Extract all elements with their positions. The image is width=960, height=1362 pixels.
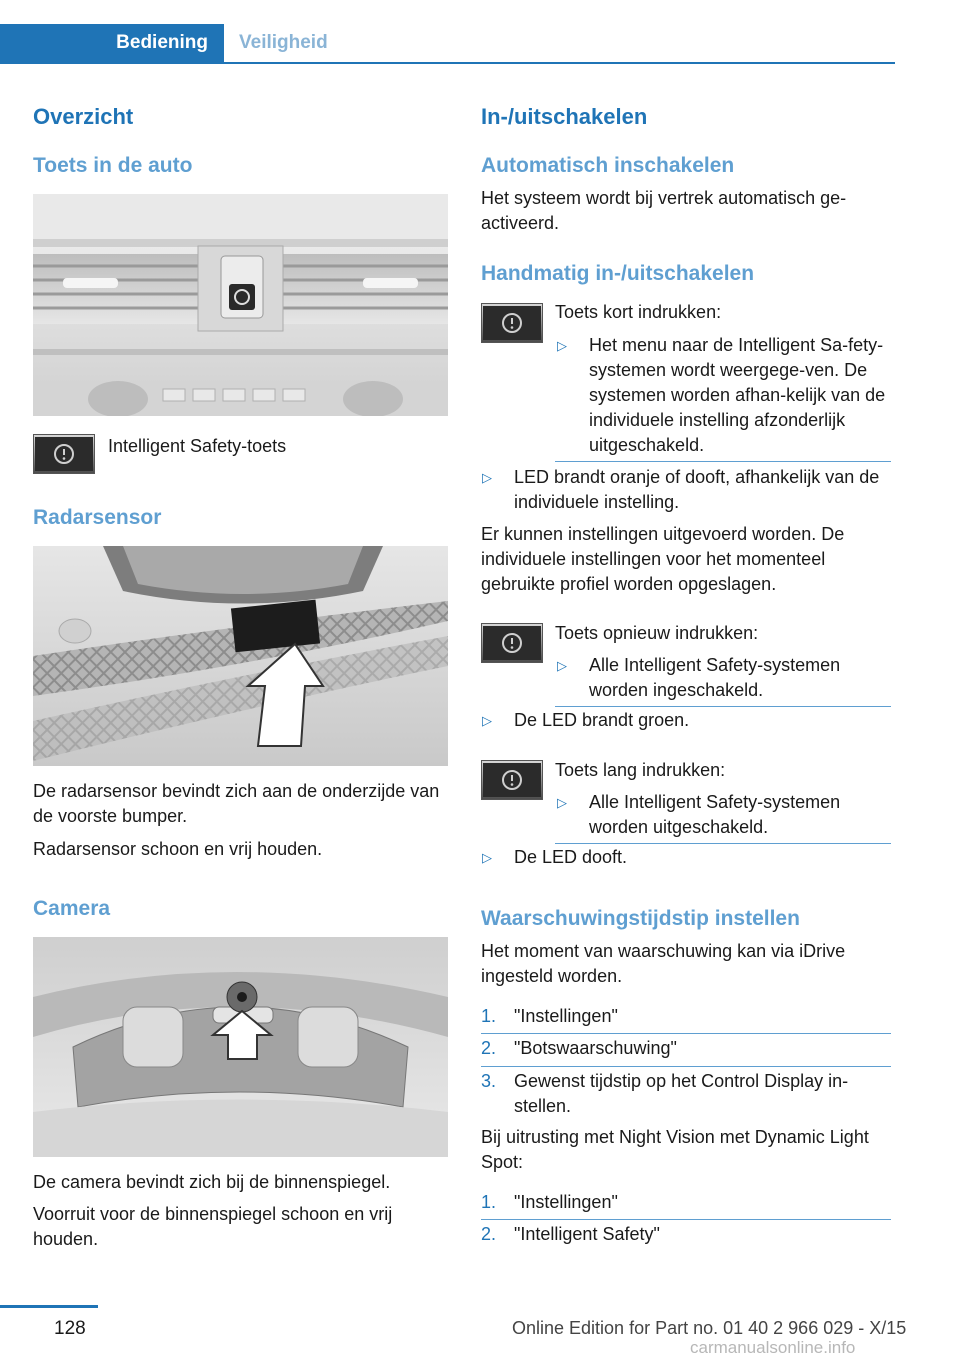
divider	[481, 1066, 891, 1067]
intelligent-safety-button-icon	[33, 434, 95, 474]
subheading-handmatig: Handmatig in-/uitschakelen	[481, 262, 755, 285]
watermark: carmanualsonline.info	[690, 1338, 856, 1357]
section-title-overzicht: Overzicht	[33, 104, 134, 129]
radar-description: De radarsensor bevindt zich aan de onderzijde van de voorste bumper.	[33, 781, 440, 826]
divider	[481, 1219, 891, 1220]
tab-bediening[interactable]: Bediening	[0, 24, 224, 62]
bullet-triangle-icon: ▷	[482, 713, 492, 728]
led-orange-text: LED brandt oranje of dooft, afhankelijk van de individuele instelling.	[514, 467, 880, 512]
step-text: "Botswaarschuwing"	[514, 1038, 677, 1058]
led-off-text: De LED dooft.	[514, 847, 628, 867]
dashboard-button-image	[33, 194, 448, 416]
night-vision-description: Bij uitrusting met Night Vision met Dynamic Light Spot:	[481, 1127, 869, 1172]
step-text: "Instellingen"	[514, 1006, 618, 1026]
edition-text: Online Edition for Part no. 01 40 2 966 029 - X/15	[512, 1318, 907, 1338]
step-text: "Intelligent Safety"	[514, 1224, 660, 1244]
intelligent-safety-button-icon	[481, 760, 543, 800]
press-short-label: Toets kort indrukken:	[555, 302, 722, 322]
camera-instruction: Voorruit voor de binnenspiegel schoon en vrij houden.	[33, 1204, 393, 1249]
button-caption: Intelligent Safety-toets	[108, 436, 287, 456]
subheading-automatisch: Automatisch inschakelen	[481, 154, 735, 177]
step-number: 1.	[481, 1192, 497, 1212]
radar-instruction: Radarsensor schoon en vrij houden.	[33, 839, 323, 859]
bullet-triangle-icon: ▷	[482, 470, 492, 485]
step-number: 2.	[481, 1224, 497, 1244]
camera-description: De camera bevindt zich bij de binnenspiegel.	[33, 1172, 391, 1192]
press-long-label: Toets lang indrukken:	[555, 760, 726, 780]
bullet-triangle-icon: ▷	[557, 338, 567, 353]
divider	[555, 706, 891, 707]
bullet-enable-text: Alle Intelligent Safety-systemen worden ingeschakeld.	[589, 655, 841, 700]
warning-description: Het moment van waarschuwing kan via iDrive ingesteld worden.	[481, 941, 846, 986]
bullet-triangle-icon: ▷	[557, 795, 567, 810]
press-again-label: Toets opnieuw indrukken:	[555, 623, 759, 643]
led-green-text: De LED brandt groen.	[514, 710, 690, 730]
subheading-camera: Camera	[33, 897, 111, 920]
step-number: 2.	[481, 1038, 497, 1058]
step-text: Gewenst tijdstip op het Control Display in‐stellen.	[514, 1071, 849, 1116]
camera-image	[33, 937, 448, 1157]
bullet-disable-text: Alle Intelligent Safety-systemen worden uitgeschakeld.	[589, 792, 841, 837]
step-number: 3.	[481, 1071, 497, 1091]
bullet-triangle-icon: ▷	[557, 658, 567, 673]
divider	[555, 843, 891, 844]
divider	[481, 1033, 891, 1034]
section-title-in-uitschakelen: In-/uitschakelen	[481, 104, 648, 129]
settings-description: Er kunnen instellingen uitgevoerd worden. De individuele instellingen voor het momenteel gebruikte profiel worden opgeslagen.	[481, 524, 845, 594]
radar-sensor-image	[33, 546, 448, 766]
page-number: 128	[54, 1318, 86, 1339]
intelligent-safety-button-icon	[481, 623, 543, 663]
subheading-toets: Toets in de auto	[33, 154, 193, 177]
subheading-waarschuwing: Waarschuwingstijdstip instellen	[481, 907, 800, 930]
footer-rule	[0, 1305, 98, 1308]
subheading-radarsensor: Radarsensor	[33, 506, 162, 529]
step-number: 1.	[481, 1006, 497, 1026]
intelligent-safety-button-icon	[481, 303, 543, 343]
tab-veiligheid[interactable]: Veiligheid	[239, 32, 328, 53]
bullet-triangle-icon: ▷	[482, 850, 492, 865]
divider	[555, 461, 891, 462]
step-text: "Instellingen"	[514, 1192, 618, 1212]
bullet-menu-text: Het menu naar de Intelligent Sa‐fety-systemen wordt weergege‐ven. De systemen worden afhan‐kelijk van de individuele instelling afzonderlijk uitgeschakeld.	[589, 335, 886, 455]
auto-description: Het systeem wordt bij vertrek automatisch ge‐activeerd.	[481, 188, 847, 233]
